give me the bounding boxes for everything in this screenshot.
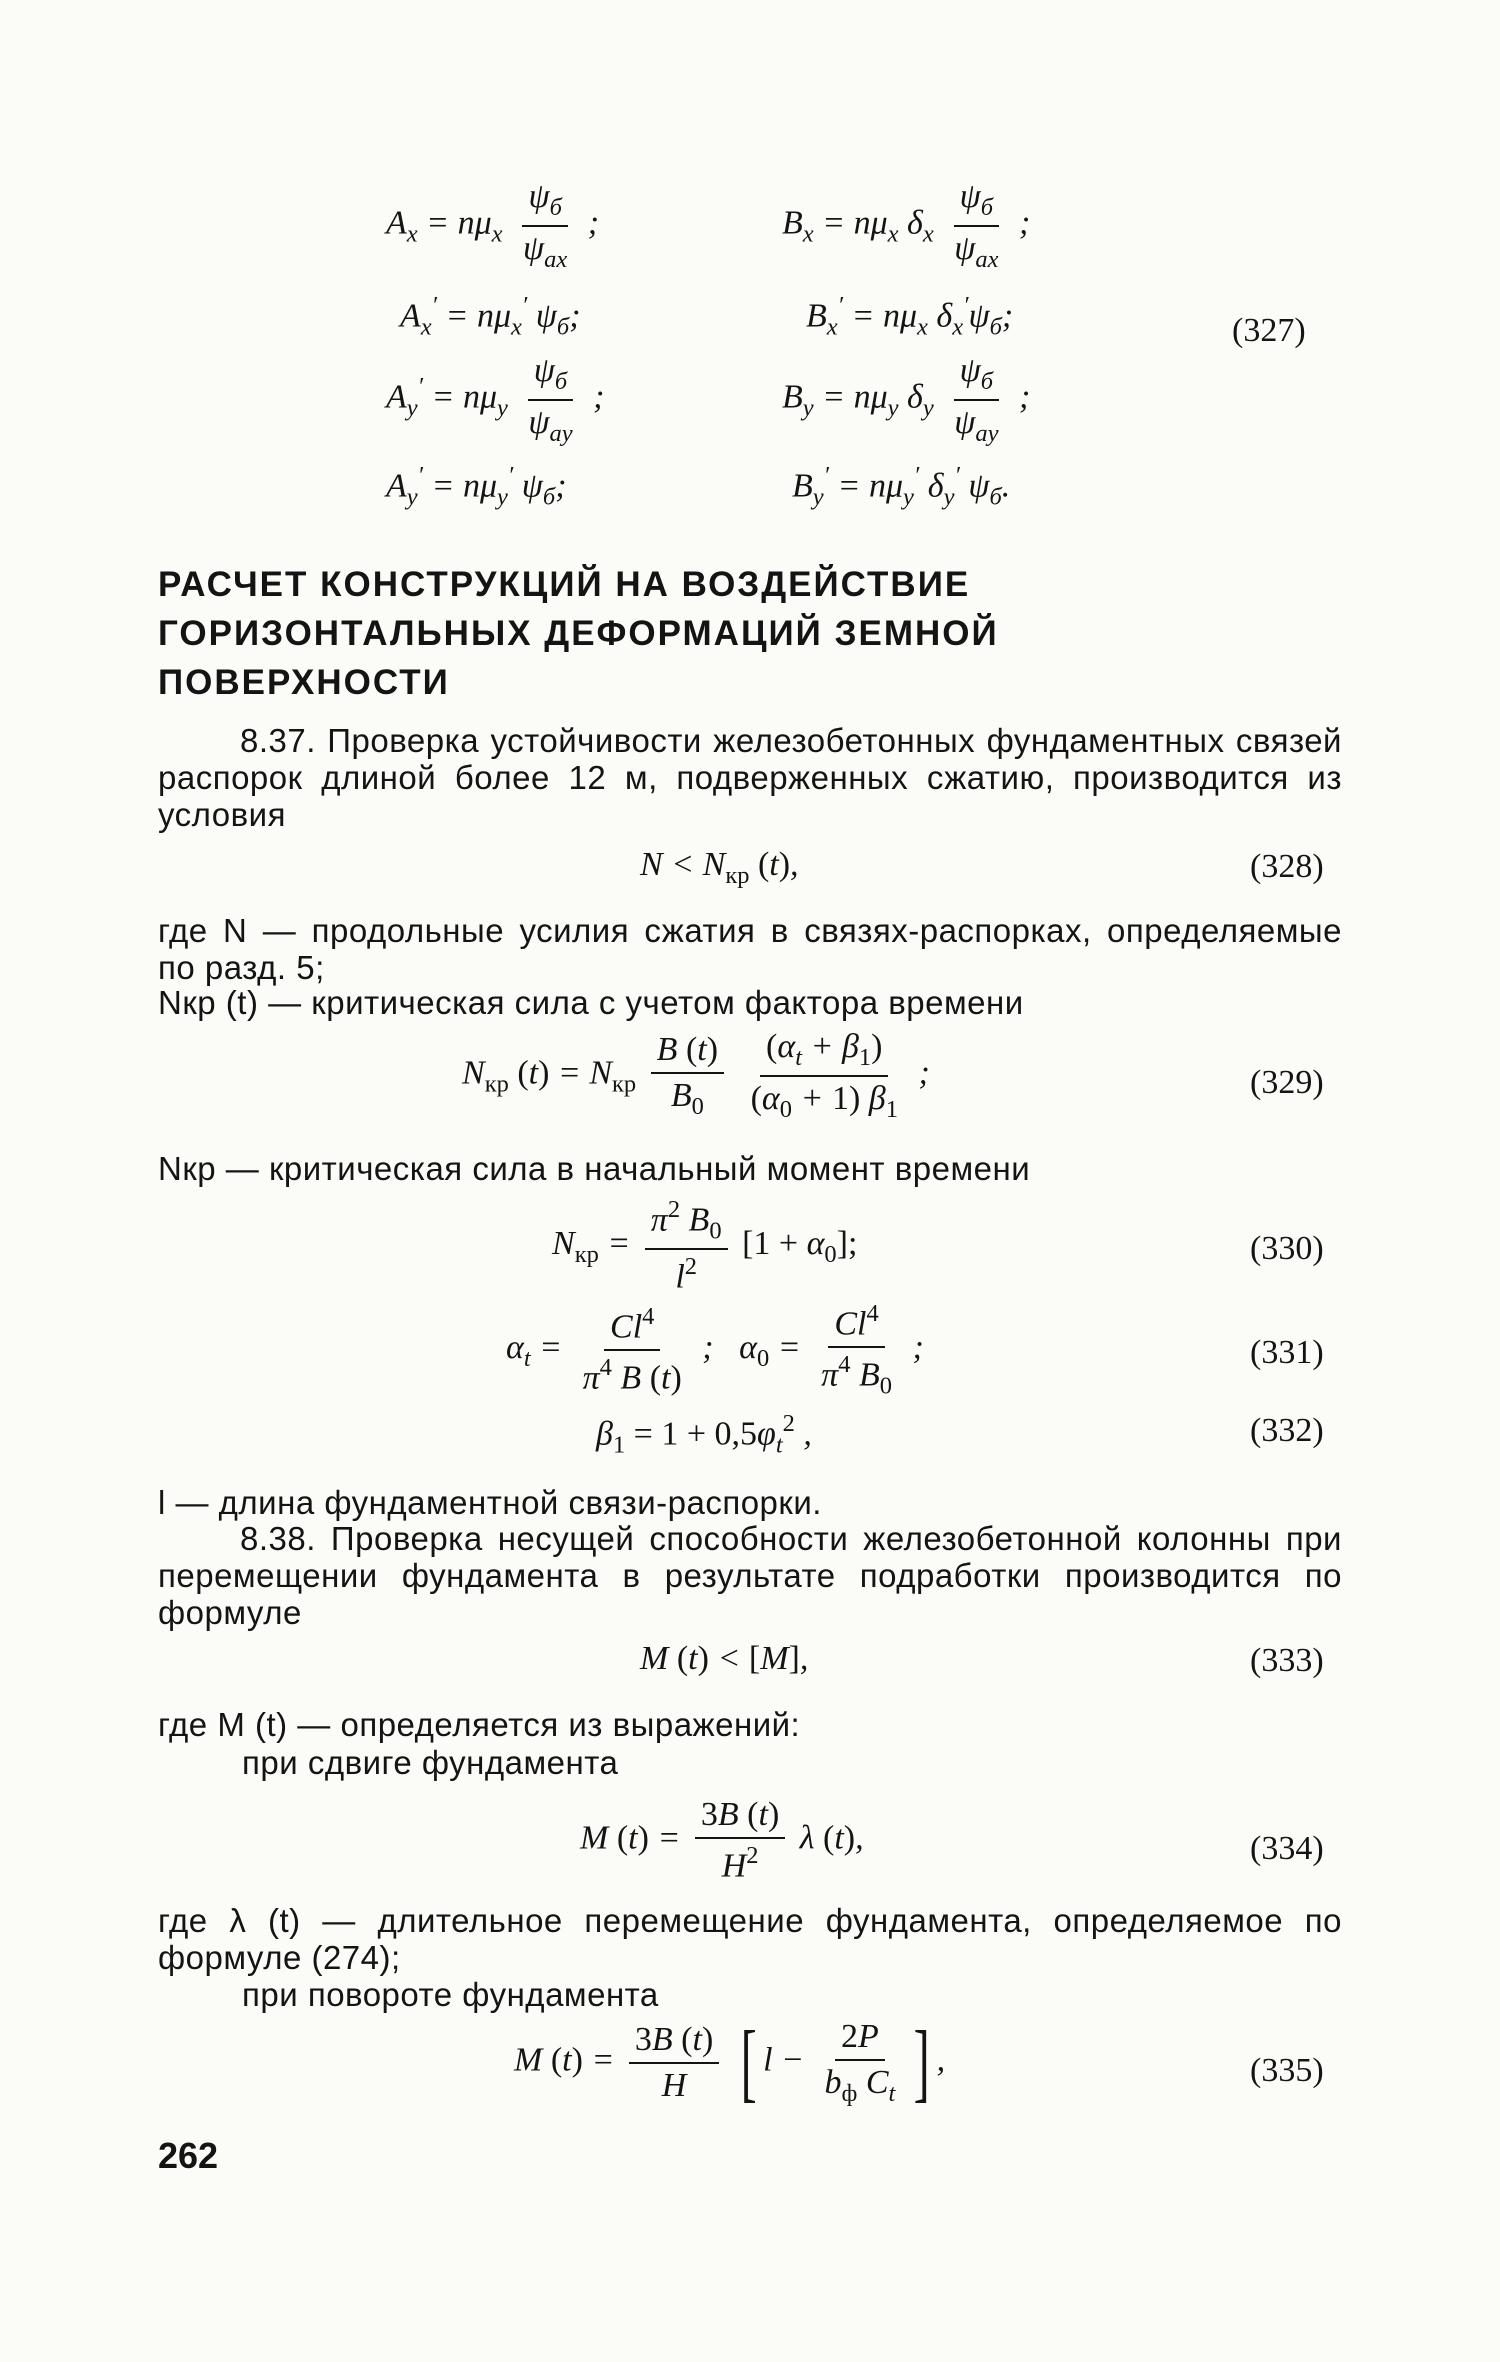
eq334: M (t) = $\frac{3B (t)}{H^2}$ λ (t), bbox=[580, 1796, 864, 1885]
eq327-By-prime: $B_y' = n\mu_y'$ $\delta_y'$ $\psi_б$. bbox=[792, 462, 1011, 511]
eq327-Ax-prime: $A_x' = n\mu_x'$ $\psi_б$; bbox=[400, 292, 581, 341]
eq327-Ax: $A_x = n\mu_x$ $\frac{\psi_б}{\psi_{ax}}$ ; bbox=[386, 178, 600, 273]
eq330: $N_{кр}$ = $\frac{\pi^2 B_0}{l^2}$ $[1 + \alpha_0]$; bbox=[552, 1196, 858, 1296]
eq327-Bx-prime: $B_x' = n\mu_x$ $\delta_x'\psi_б$; bbox=[806, 292, 1014, 341]
eq335: M (t) = $\frac{3B (t)}{H}$ [ l − $\frac{2P}{b_ф C_t}$ ] , bbox=[514, 2014, 946, 2112]
paragraph-8-37: 8.37. Проверка устойчивости железобетонных фундаментных связей распорок длиной более 12 м, подверженных сжатию, производится из условия bbox=[158, 722, 1342, 833]
eq327-Ay-prime: $A_y' = n\mu_y'$ $\psi_б$; bbox=[386, 462, 567, 511]
eq329: $N_{кр}$ $(t) = N_{кр}$ $\frac{B (t)}{B_0}$ $\frac{(\alpha_t + \beta_1)}{(\alpha_0 + 1) \beta_1}$ ; bbox=[462, 1028, 930, 1123]
eq329-number: (329) bbox=[1250, 1064, 1324, 1101]
paragraph-where-N: где N — продольные усилия сжатия в связях-распорках, определяемые по разд. 5; bbox=[158, 912, 1342, 986]
eq331: $\alpha_t$ = $\frac{Cl^4}{\pi^4 B (t)}$ ; $\alpha_0$ = $\frac{Cl^4}{\pi^4 B_0}$ ; bbox=[506, 1300, 924, 1400]
paragraph-where-lambda: где λ (t) — длительное перемещение фундамента, определяемое по формуле (274); bbox=[158, 1902, 1342, 1976]
eq333-number: (333) bbox=[1250, 1642, 1324, 1679]
eq327-By: $B_y = n\mu_y$ $\delta_y$ $\frac{\psi_б}{\psi_{ay}}$ ; bbox=[782, 352, 1031, 447]
paragraph-l-definition: l — длина фундаментной связи-распорки. bbox=[158, 1484, 822, 1521]
paragraph-8-38: 8.38. Проверка несущей способности железобетонной колонны при перемещении фундамента в результате подработки производится по формуле bbox=[158, 1520, 1342, 1631]
paragraph-Nkr-t: Nкр (t) — критическая сила с учетом фактора времени bbox=[158, 984, 1024, 1021]
paragraph-where-M: где M (t) — определяется из выражений: bbox=[158, 1706, 801, 1743]
eq327-Ay: $A_y' = n\mu_y$ $\frac{\psi_б}{\psi_{ay}}$ ; bbox=[386, 352, 605, 447]
eq332-number: (332) bbox=[1250, 1412, 1324, 1449]
section-heading: РАСЧЕТ КОНСТРУКЦИЙ НА ВОЗДЕЙСТВИЕ ГОРИЗОНТАЛЬНЫХ ДЕФОРМАЦИЙ ЗЕМНОЙ ПОВЕРХНОСТИ bbox=[158, 565, 999, 702]
paragraph-shift: при сдвиге фундамента bbox=[242, 1744, 619, 1781]
eq332: $\beta_1 = 1 + 0,5\varphi_t^2$ , bbox=[596, 1410, 812, 1459]
eq335-number: (335) bbox=[1250, 2052, 1324, 2089]
eq333: M (t) < [M], bbox=[640, 1640, 809, 1677]
eq330-number: (330) bbox=[1250, 1230, 1324, 1267]
paragraph-Nkr: Nкр — критическая сила в начальный момент времени bbox=[158, 1150, 1031, 1187]
eq328-number: (328) bbox=[1250, 848, 1324, 885]
eq327-Bx: $B_x = n\mu_x$ $\delta_x$ $\frac{\psi_б}{\psi_{ax}}$ ; bbox=[782, 178, 1031, 273]
eq331-number: (331) bbox=[1250, 1334, 1324, 1371]
page-number: 262 bbox=[158, 2135, 219, 2176]
eq334-number: (334) bbox=[1250, 1830, 1324, 1867]
eq327-number: (327) bbox=[1232, 312, 1306, 349]
paragraph-rotation: при повороте фундамента bbox=[242, 1976, 659, 2013]
eq328: $N < N_{кр}$ (t), bbox=[640, 846, 799, 889]
